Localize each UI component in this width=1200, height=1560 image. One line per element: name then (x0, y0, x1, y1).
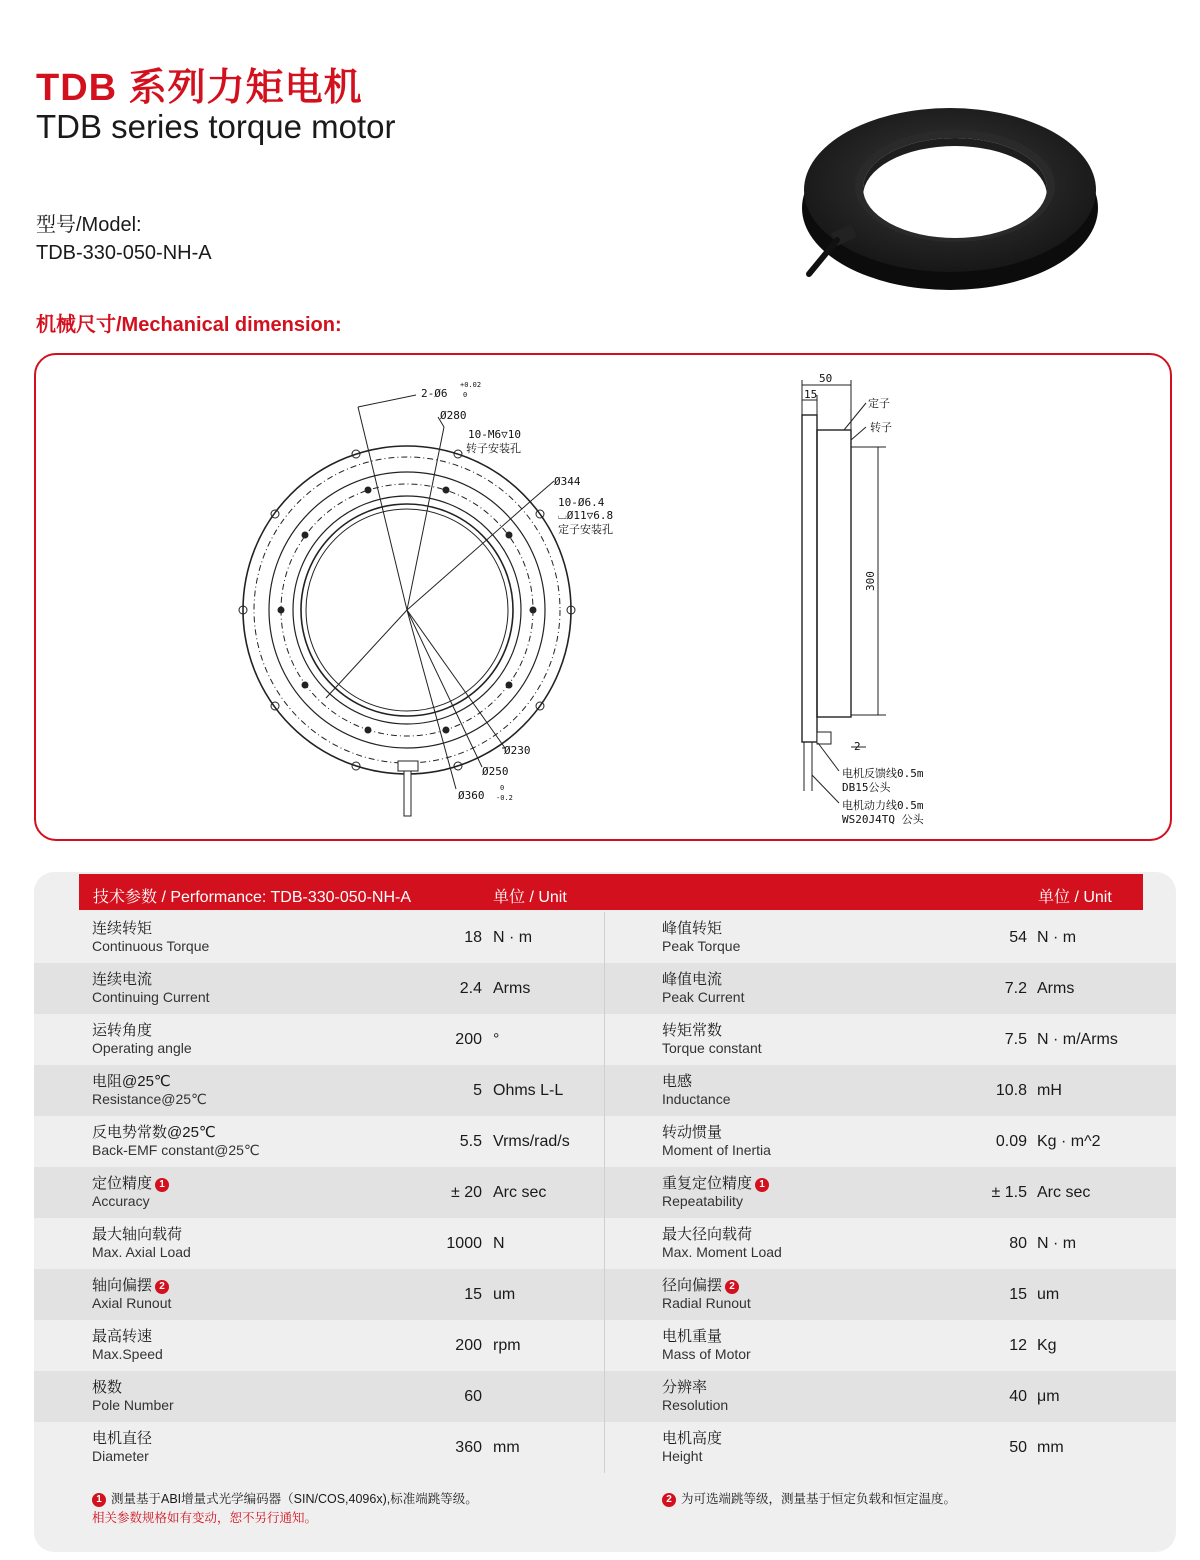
label-d360: Ø360 (458, 789, 485, 802)
label-w15: 15 (804, 388, 818, 401)
param-unit: um (493, 1286, 516, 1303)
param-name-en: Axial Runout (92, 1295, 172, 1311)
param-name-en: Height (662, 1448, 703, 1464)
label-rotor: 转子 (870, 421, 892, 434)
label-pin-tol-upper: +0.02 (460, 381, 482, 389)
param-name-cn (92, 1019, 152, 1040)
leader-line (532, 481, 554, 500)
param-name-cn-text: 电机高度 (662, 1430, 723, 1447)
param-name-cn-text: 径向偏摆 (662, 1277, 723, 1294)
param-unit: Kg · m^2 (1037, 1133, 1101, 1150)
param-name-cn-text: 轴向偏摆 (92, 1277, 153, 1294)
param-value: 54 (1009, 929, 1027, 946)
note-1-text: 测量基于ABI增量式光学编码器（SIN/COS,4096x),标准端跳等级。 (111, 1492, 478, 1506)
param-name-en: Max. Axial Load (92, 1244, 191, 1260)
param-name-cn (662, 1172, 769, 1193)
param-name-en: Back-EMF constant@25℃ (92, 1142, 260, 1158)
param-name-en: Peak Torque (662, 938, 741, 954)
param-unit: μm (1037, 1388, 1060, 1405)
column-divider (604, 1269, 605, 1320)
rotor-hole (506, 532, 512, 538)
param-name-cn-text: 极数 (92, 1379, 123, 1396)
note-2-badge: 2 (662, 1493, 676, 1507)
param-value: 360 (455, 1439, 482, 1456)
param-name-cn-text: 峰值转矩 (662, 920, 723, 937)
param-value: 40 (1009, 1388, 1027, 1405)
param-unit: N · m/Arms (1037, 1031, 1118, 1048)
label-gap2: 2 (854, 740, 861, 753)
param-unit: Ohms L-L (493, 1082, 564, 1099)
param-name-en: Continuous Torque (92, 938, 210, 954)
label-w50: 50 (819, 372, 833, 385)
param-name-cn-text: 重复定位精度 (662, 1175, 753, 1192)
param-name-cn-text: 转动惯量 (662, 1124, 723, 1141)
motor-photo (795, 88, 1105, 293)
leader-line (812, 775, 839, 803)
label-d360-tol-lower: -0.2 (496, 794, 513, 802)
label-feedback-conn: DB15公头 (842, 781, 891, 794)
param-name-cn-text: 反电势常数@25℃ (92, 1124, 216, 1141)
param-name-cn (662, 917, 722, 938)
column-divider (604, 1167, 605, 1218)
param-name-en: Diameter (92, 1448, 149, 1464)
param-unit: mH (1037, 1082, 1062, 1099)
rotor-hole (443, 727, 449, 733)
param-name-cn (662, 1274, 739, 1295)
footnote-badge: 2 (155, 1280, 169, 1294)
note-1 (92, 1489, 478, 1507)
label-d250: Ø250 (482, 765, 509, 778)
param-unit: mm (1037, 1439, 1064, 1456)
param-name-cn (92, 1070, 171, 1091)
model-label: 型号/Model: (36, 214, 142, 236)
table-row (34, 1371, 1176, 1422)
param-name-cn (92, 1121, 216, 1142)
param-value: 15 (1009, 1286, 1027, 1303)
param-name-cn-text: 峰值电流 (662, 971, 723, 988)
param-name-en: Peak Current (662, 989, 745, 1005)
model-value: TDB-330-050-NH-A (36, 242, 212, 264)
param-unit: rpm (493, 1337, 521, 1354)
label-pin-tol-lower: 0 (463, 391, 468, 399)
column-divider (604, 1371, 605, 1422)
param-unit: Arc sec (493, 1184, 547, 1201)
param-value: 50 (1009, 1439, 1027, 1456)
param-unit: mm (493, 1439, 520, 1456)
label-d230: Ø230 (504, 744, 531, 757)
param-name-cn-text: 运转角度 (92, 1022, 153, 1039)
footnote-badge: 2 (725, 1280, 739, 1294)
param-name-cn-text: 电机直径 (92, 1430, 153, 1447)
label-d280: Ø280 (440, 409, 467, 422)
param-name-en: Inductance (662, 1091, 731, 1107)
param-value: 10.8 (995, 1082, 1027, 1099)
column-divider (604, 963, 605, 1014)
stator-body (802, 415, 817, 742)
param-name-cn-text: 电感 (662, 1073, 693, 1090)
rotor-hole (365, 487, 371, 493)
page-title-cn: TDB 系列力矩电机 (36, 67, 363, 109)
param-name-cn-text: 电阻@25℃ (92, 1073, 171, 1090)
param-name-en: Continuing Current (92, 989, 210, 1005)
label-stator: 定子 (868, 397, 890, 410)
param-unit: um (1037, 1286, 1060, 1303)
param-value: ± 1.5 (991, 1184, 1027, 1201)
param-name-cn (92, 968, 152, 989)
param-value: 2.4 (459, 980, 482, 997)
rotor-hole (506, 682, 512, 688)
rotor-hole (278, 607, 284, 613)
param-unit: N · m (493, 929, 533, 946)
param-value: 80 (1009, 1235, 1027, 1252)
side-view-labels (804, 372, 925, 826)
param-unit: N (493, 1235, 505, 1252)
mechanical-drawing (36, 355, 1172, 841)
leader-line (844, 403, 866, 430)
column-divider (604, 1320, 605, 1371)
performance-header (79, 874, 1143, 910)
column-divider (604, 1116, 605, 1167)
param-name-cn-text: 最大径向载荷 (662, 1226, 753, 1243)
param-name-en: Resolution (662, 1397, 729, 1413)
table-row (34, 912, 1176, 963)
param-name-cn (92, 1274, 169, 1295)
param-name-cn (92, 1223, 182, 1244)
param-name-cn-text: 最高转速 (92, 1328, 153, 1345)
param-name-cn (662, 1019, 722, 1040)
param-name-en: Accuracy (92, 1193, 150, 1209)
mechanical-dimension-title: 机械尺寸/Mechanical dimension: (36, 314, 342, 336)
param-name-cn (92, 1325, 152, 1346)
param-name-cn (662, 1070, 692, 1091)
dim-line (326, 610, 407, 698)
page-title-en: TDB series torque motor (36, 108, 396, 145)
param-name-en: Torque constant (662, 1040, 762, 1056)
column-divider (604, 912, 605, 963)
param-name-cn-text: 最大轴向载荷 (92, 1226, 183, 1243)
table-row (34, 1065, 1176, 1116)
label-d360-tol-upper: 0 (500, 784, 505, 792)
footnote-badge: 1 (755, 1178, 769, 1192)
cable-connector (398, 761, 418, 771)
param-value: 200 (455, 1031, 482, 1048)
label-rotor-holes: 转子安装孔 (466, 442, 521, 455)
param-name-en: Moment of Inertia (662, 1142, 771, 1158)
param-name-cn (662, 1325, 722, 1346)
param-unit: Vrms/rad/s (493, 1133, 570, 1150)
label-power-conn: WS20J4TQ 公头 (842, 813, 924, 826)
note-1-badge: 1 (92, 1493, 106, 1507)
param-name-cn-text: 转矩常数 (662, 1022, 723, 1039)
column-divider (604, 1218, 605, 1269)
table-row (34, 1218, 1176, 1269)
param-name-cn (92, 1172, 169, 1193)
param-name-cn (662, 1376, 707, 1397)
cable (404, 771, 411, 816)
label-d344: Ø344 (554, 475, 581, 488)
param-value: 18 (464, 929, 482, 946)
dim-line (407, 610, 505, 748)
performance-header-unit-left: 单位 / Unit (493, 889, 567, 906)
label-h300: 300 (864, 571, 877, 591)
column-divider (604, 1014, 605, 1065)
param-value: 200 (455, 1337, 482, 1354)
param-value: 5 (473, 1082, 482, 1099)
table-row (34, 1116, 1176, 1167)
footnote-badge: 1 (155, 1178, 169, 1192)
label-rotor-thread: 10-M6▽10 (468, 428, 521, 441)
param-unit: N · m (1037, 929, 1077, 946)
param-value: 5.5 (459, 1133, 482, 1150)
param-name-en: Radial Runout (662, 1295, 751, 1311)
front-view-labels (421, 381, 613, 802)
note-2-text: 为可选端跳等级，测量基于恒定负载和恒定温度。 (681, 1492, 957, 1506)
rotor-hole (530, 607, 536, 613)
side-connector (817, 732, 831, 744)
param-name-en: Repeatability (662, 1193, 743, 1209)
param-name-cn-text: 连续电流 (92, 971, 153, 988)
param-unit: Arc sec (1037, 1184, 1091, 1201)
param-name-cn-text: 分辨率 (662, 1379, 708, 1396)
note-2 (662, 1489, 956, 1507)
param-value: 7.5 (1004, 1031, 1027, 1048)
table-row (34, 1422, 1176, 1473)
dim-line (358, 407, 407, 610)
table-row (34, 1320, 1176, 1371)
label-stator-cbore: ⌴Ø11▽6.8 (558, 509, 614, 522)
param-name-cn (662, 1121, 722, 1142)
column-divider (604, 1422, 605, 1473)
param-name-en: Mass of Motor (662, 1346, 751, 1362)
table-row (34, 1014, 1176, 1065)
note-disclaimer: 相关参数规格如有变动，恕不另行通知。 (92, 1511, 318, 1525)
param-value: 7.2 (1004, 980, 1027, 997)
rotor-body (817, 430, 851, 717)
param-name-cn-text: 连续转矩 (92, 920, 153, 937)
param-unit: Kg (1037, 1337, 1057, 1354)
leader-line (358, 395, 416, 407)
param-name-cn (662, 968, 722, 989)
param-value: ± 20 (450, 1184, 482, 1201)
rotor-hole (365, 727, 371, 733)
param-value: 0.09 (995, 1133, 1027, 1150)
label-stator-hole: 10-Ø6.4 (558, 496, 605, 509)
param-name-en: Operating angle (92, 1040, 192, 1056)
param-value: 12 (1009, 1337, 1027, 1354)
table-row (34, 1269, 1176, 1320)
param-name-cn (662, 1427, 722, 1448)
param-name-cn (92, 1376, 122, 1397)
rotor-hole (302, 682, 308, 688)
param-name-cn (92, 1427, 152, 1448)
param-name-cn (92, 917, 152, 938)
table-row (34, 1167, 1176, 1218)
table-row (34, 963, 1176, 1014)
rotor-hole (443, 487, 449, 493)
label-pin-hole: 2-Ø6 (421, 387, 448, 400)
param-value: 1000 (446, 1235, 482, 1252)
performance-header-title: 技术参数 / Performance: TDB-330-050-NH-A (93, 889, 412, 906)
label-stator-holes: 定子安装孔 (558, 523, 613, 536)
param-name-en: Max. Moment Load (662, 1244, 782, 1260)
label-feedback-cable: 电机反馈线0.5m (842, 767, 924, 780)
param-name-cn-text: 定位精度 (92, 1175, 153, 1192)
leader-line (818, 743, 839, 771)
performance-header-unit-right: 单位 / Unit (1038, 889, 1112, 906)
mechanical-drawing-box (34, 353, 1172, 841)
leader-line (851, 427, 866, 440)
param-name-cn (662, 1223, 752, 1244)
param-name-cn-text: 电机重量 (662, 1328, 723, 1345)
param-unit: Arms (1037, 980, 1075, 997)
performance-table (34, 872, 1176, 1552)
param-name-en: Pole Number (92, 1397, 174, 1413)
param-value: 60 (464, 1388, 482, 1405)
param-name-en: Resistance@25℃ (92, 1091, 207, 1107)
label-power-cable: 电机动力线0.5m (842, 799, 924, 812)
rotor-hole (302, 532, 308, 538)
param-unit: N · m (1037, 1235, 1077, 1252)
column-divider (604, 1065, 605, 1116)
param-unit: ° (493, 1031, 500, 1048)
param-unit: Arms (493, 980, 531, 997)
param-value: 15 (464, 1286, 482, 1303)
param-name-en: Max.Speed (92, 1346, 163, 1362)
